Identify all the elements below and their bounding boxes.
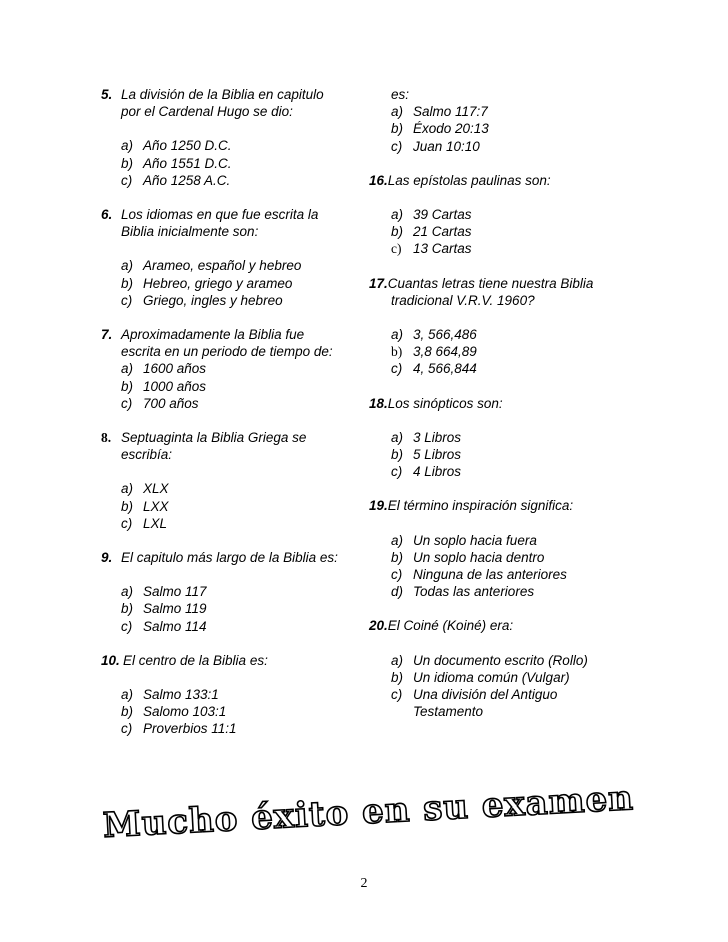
- question-number: 8.: [101, 430, 112, 446]
- option: a) 3 Libros: [391, 429, 462, 445]
- option: b) 21 Cartas: [391, 224, 472, 240]
- option: c) 700 años: [121, 395, 199, 411]
- option: c) LXL: [121, 515, 168, 531]
- question-20: [369, 617, 629, 634]
- option: a) 39 Cartas: [391, 207, 472, 223]
- option: b) 5 Libros: [391, 447, 462, 463]
- question-text: tradicional V.R.V. 1960?: [391, 292, 535, 308]
- question-text: Aproximadamente la Biblia fue: [121, 327, 305, 343]
- option: b) Un idioma común (Vulgar): [391, 669, 570, 685]
- question-7: [101, 326, 363, 360]
- option: c) Proverbios 11:1: [121, 721, 237, 737]
- question-text: escrita en un periodo de tiempo de:: [121, 344, 333, 360]
- question-number: 19.: [369, 498, 388, 514]
- option: b) 3,8 664,89: [391, 344, 477, 360]
- question-text: Biblia inicialmente son:: [121, 224, 259, 240]
- option: a) Año 1250 D.C.: [121, 138, 232, 154]
- question-text: El capitulo más largo de la Biblia es:: [121, 550, 338, 566]
- question-text: La división de la Biblia en capitulo: [121, 87, 324, 102]
- question-6: [101, 206, 363, 240]
- option: c) Salmo 114: [121, 618, 207, 634]
- option: b) Un soplo hacia dentro: [391, 549, 545, 565]
- question-19: [369, 497, 629, 514]
- option: c) Ninguna de las anteriores: [391, 567, 567, 583]
- option: d) Todas las anteriores: [391, 584, 535, 600]
- question-text: El centro de la Biblia es:: [123, 652, 268, 668]
- question-number: 16.: [369, 172, 388, 188]
- option: a) Un soplo hacia fuera: [391, 532, 537, 548]
- right-column: [369, 86, 629, 720]
- option: b) 1000 años: [121, 378, 207, 394]
- question-text: Las epístolas paulinas son:: [387, 172, 551, 188]
- question-9: [101, 549, 363, 566]
- question-number: 20.: [369, 618, 388, 634]
- option: b) Hebreo, griego y arameo: [121, 275, 293, 291]
- question-text: Los sinópticos son:: [387, 395, 503, 411]
- continued-question-text: es:: [391, 87, 410, 102]
- option: a) Salmo 117:7: [391, 104, 488, 120]
- question-number: 6.: [101, 207, 113, 223]
- question-number: 9.: [101, 550, 113, 566]
- option: b) Año 1551 D.C.: [121, 155, 232, 171]
- question-number: 17.: [369, 275, 388, 291]
- option: a) 3, 566,486: [391, 327, 477, 343]
- question-number: 7.: [101, 327, 113, 343]
- motto-wordart: Mucho éxito en su examen: [102, 778, 635, 846]
- option: c) 4 Libros: [391, 464, 462, 480]
- question-number: 18.: [369, 395, 388, 411]
- option: a) Un documento escrito (Rollo): [391, 652, 588, 668]
- option: a) Arameo, español y hebreo: [121, 258, 302, 274]
- question-number: 5.: [101, 87, 113, 102]
- question-text: escribía:: [121, 447, 173, 463]
- question-number: 10.: [101, 652, 120, 668]
- option: b) Éxodo 20:13: [391, 121, 489, 137]
- question-17: [369, 275, 629, 309]
- page-number: 2: [360, 876, 368, 891]
- option: c) 13 Cartas: [391, 241, 472, 257]
- question-text: Septuaginta la Biblia Griega se: [121, 430, 307, 446]
- question-text: El Coiné (Koiné) era:: [387, 618, 514, 634]
- option: a) Salmo 117: [121, 584, 207, 600]
- option: a) Salmo 133:1: [121, 687, 219, 703]
- option: b) Salomo 103:1: [121, 704, 227, 720]
- option: c) Griego, ingles y hebreo: [121, 292, 283, 308]
- question-text: por el Cardenal Hugo se dio:: [121, 104, 293, 120]
- option: a) 1600 años: [121, 361, 207, 377]
- question-5: [101, 86, 363, 120]
- question-8: [101, 429, 363, 463]
- option: c) 4, 566,844: [391, 361, 477, 377]
- question-18: [369, 395, 629, 412]
- question-16: [369, 172, 629, 189]
- option: c) Una división del Antiguo Testamento: [391, 687, 558, 720]
- question-text: Cuantas letras tiene nuestra Biblia: [387, 275, 594, 291]
- question-10: [101, 652, 363, 669]
- question-text: El término inspiración significa:: [387, 498, 574, 514]
- option: b) LXX: [121, 498, 169, 514]
- question-text: Los idiomas en que fue escrita la: [121, 207, 319, 223]
- option: b) Salmo 119: [121, 601, 207, 617]
- option: a) XLX: [121, 481, 169, 497]
- left-column: [101, 86, 363, 738]
- option: c) Juan 10:10: [391, 138, 480, 154]
- option: c) Año 1258 A.C.: [121, 172, 231, 188]
